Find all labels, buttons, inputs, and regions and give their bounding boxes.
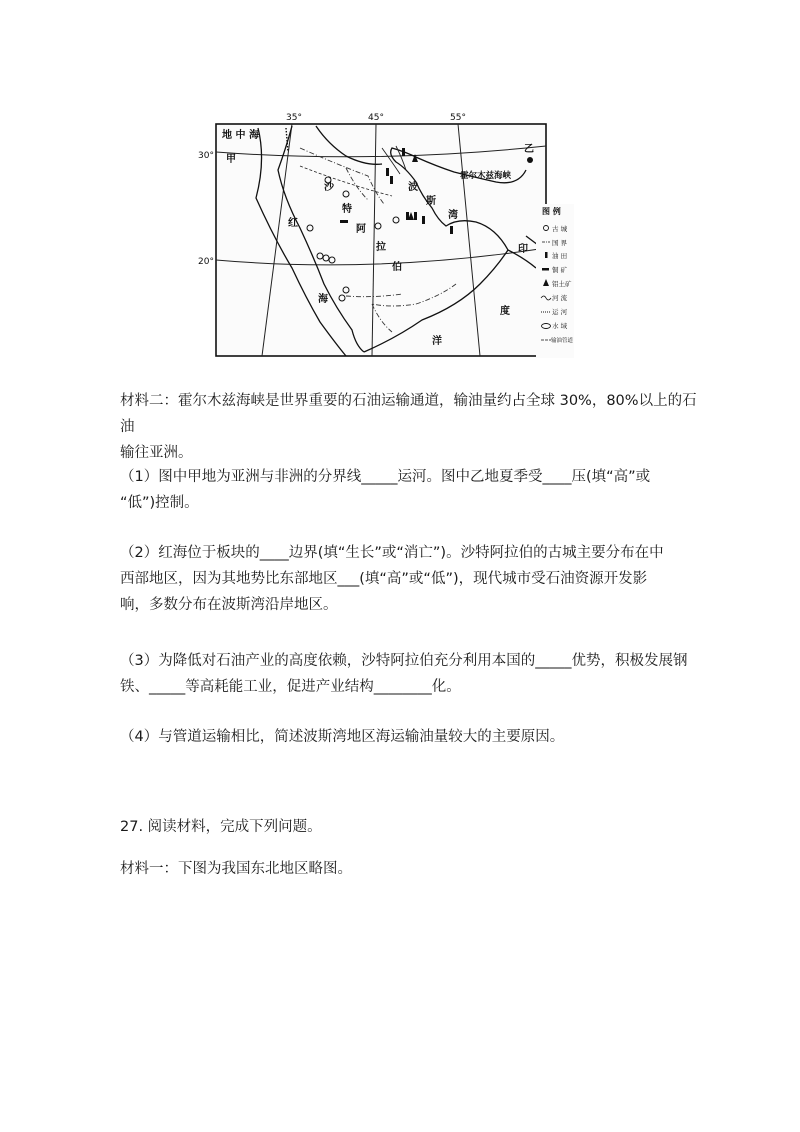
label-jia: 甲 <box>226 154 236 165</box>
longitude-label-35: 35° <box>286 113 302 123</box>
oil-field-icon <box>390 176 393 184</box>
question-27-text: 27. 阅读材料，完成下列问题。 <box>120 819 322 835</box>
question-4-line-1: （4）与管道运输相比，简述波斯湾地区海运输油量较大的主要原因。 <box>120 729 565 745</box>
label-gulf-bo: 波 <box>408 182 418 193</box>
map-frame <box>216 124 546 356</box>
material-two-line-2: 输往亚洲。 <box>120 445 193 461</box>
legend-oil-field-icon <box>545 252 548 258</box>
label-yi: 乙 <box>524 144 534 155</box>
question-3 <box>120 648 700 700</box>
label-gulf-si: 斯 <box>426 196 436 207</box>
legend-title: 图 例 <box>542 207 561 216</box>
oil-field-icon <box>402 148 405 156</box>
label-hormuz-strait: 霍尔木兹海峡 <box>460 171 512 181</box>
legend-label-border: 国 界 <box>552 239 568 247</box>
legend-label-pipeline: 输油管道 <box>551 338 574 344</box>
legend-label-ancient-city: 古 城 <box>552 225 568 233</box>
copper-mine-icon <box>340 220 348 223</box>
question-3-line-2: 铁、_____等高耗能工业，促进产业结构________化。 <box>120 679 461 695</box>
latitude-label-20: 20° <box>198 257 214 267</box>
label-du: 度 <box>500 306 510 317</box>
label-bo: 伯 <box>392 262 402 273</box>
label-te: 特 <box>342 204 352 215</box>
label-gulf-wan: 湾 <box>448 210 458 221</box>
question-1-line-2: “低”)控制。 <box>120 495 199 511</box>
question-27-heading <box>120 814 700 840</box>
legend-label-canal: 运 河 <box>552 308 568 316</box>
oil-field-icon <box>386 168 389 176</box>
question-2-line-1: （2）红海位于板块的____边界(填“生长”或“消亡”)。沙特阿拉伯的古城主要分布在中 <box>120 545 664 561</box>
label-mediterranean: 地 中 海 <box>222 130 259 141</box>
label-a: 阿 <box>356 224 366 235</box>
label-sha: 沙 <box>324 182 334 193</box>
question-4 <box>120 724 700 750</box>
label-red-hai: 海 <box>318 294 328 305</box>
question-2-line-2: 西部地区，因为其地势比东部地区___(填“高”或“低”)，现代城市受石油资源开发影 <box>120 571 648 587</box>
oil-field-icon <box>450 226 453 234</box>
legend-label-oil-field: 油 田 <box>552 252 568 260</box>
map-legend <box>536 204 574 358</box>
legend-copper-icon <box>542 268 549 271</box>
question-2 <box>120 540 700 618</box>
oil-field-icon <box>414 212 417 220</box>
question-27-material-one-text: 材料一：下图为我国东北地区略图。 <box>120 861 352 877</box>
label-yin: 印 <box>518 244 528 255</box>
legend-label-river: 河 流 <box>552 294 568 302</box>
arabian-peninsula-map <box>196 108 574 360</box>
legend-label-water: 水 域 <box>552 322 568 330</box>
question-2-line-3: 响，多数分布在波斯湾沿岸地区。 <box>120 597 338 613</box>
longitude-label-45: 45° <box>368 113 384 123</box>
material-two-line-1: 材料二：霍尔木兹海峡是世界重要的石油运输通道，输油量约占全球 30%，80%以上的石油 <box>120 393 697 435</box>
label-red-hong: 红 <box>288 218 298 229</box>
question-3-line-1: （3）为降低对石油产业的高度依赖，沙特阿拉伯充分利用本国的_____优势，积极发展钢 <box>120 653 688 669</box>
legend-label-bauxite: 铝土矿 <box>552 280 572 288</box>
yi-point-icon <box>527 157 533 163</box>
legend-label-copper: 铜 矿 <box>552 266 568 274</box>
question-1 <box>120 464 700 516</box>
oil-field-icon <box>422 216 425 224</box>
label-la: 拉 <box>376 242 386 253</box>
question-1-line-1: （1）图中甲地为亚洲与非洲的分界线_____运河。图中乙地夏季受____压(填“高”或 <box>120 469 651 485</box>
material-two-text <box>120 388 700 466</box>
question-27-material-one <box>120 856 700 882</box>
latitude-label-30: 30° <box>198 151 214 161</box>
label-yang: 洋 <box>432 336 442 347</box>
longitude-label-55: 55° <box>450 113 466 123</box>
